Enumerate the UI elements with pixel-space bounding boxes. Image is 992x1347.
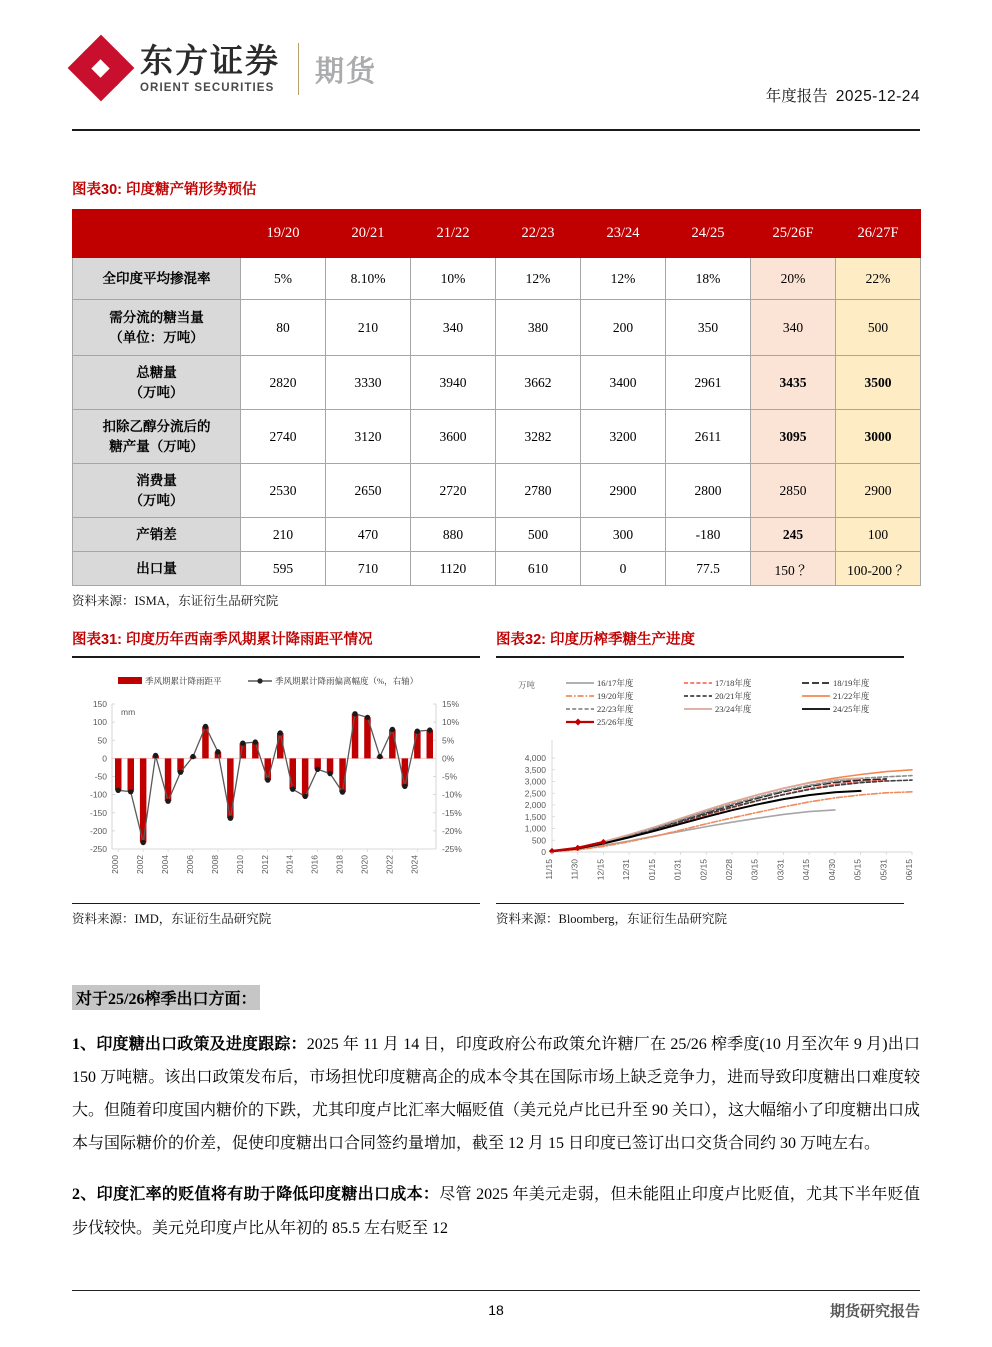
axis-tick-label: 2000	[110, 854, 121, 874]
axis-tick-label: 03/31	[775, 858, 786, 881]
cell-forecast: 100	[836, 518, 921, 552]
axis-tick-label: 2024	[409, 854, 420, 874]
axis-tick-label: -150	[89, 807, 107, 818]
cell: 3330	[326, 356, 411, 410]
cell: 2530	[241, 464, 326, 518]
axis-tick-label: 18/19年度	[833, 678, 870, 688]
cell: 2961	[666, 356, 751, 410]
axis-tick-label: 500	[531, 835, 546, 846]
axis-tick-label: 季风期累计降雨距平	[145, 676, 222, 686]
row-label-consumption	[73, 464, 241, 518]
cell: 2900	[581, 464, 666, 518]
axis-tick-label: 01/31	[672, 859, 683, 881]
exhibit-32-title: 图表32: 印度历榨季糖生产进度	[496, 632, 695, 648]
row-label-line1: 总糖量	[136, 364, 177, 380]
bar	[115, 758, 122, 790]
exhibit-32	[496, 628, 914, 927]
data-point	[165, 799, 170, 804]
axis-tick-label: -250	[89, 844, 107, 854]
row-label-total-sugar	[73, 356, 241, 410]
col-header-1: 19/20	[241, 210, 326, 258]
cell: 2720	[411, 464, 496, 518]
data-point	[315, 767, 320, 772]
bar	[427, 730, 434, 758]
axis-tick-label: 21/22年度	[833, 691, 870, 701]
data-point	[215, 749, 220, 754]
data-point	[116, 788, 121, 793]
cell: 77.5	[666, 552, 751, 586]
row-label-blend-rate: 全印度平均掺混率	[73, 258, 241, 300]
axis-tick-label: -200	[89, 825, 107, 836]
axis-tick-label: 12/31	[621, 858, 632, 881]
axis-tick-label: 06/15	[904, 859, 914, 881]
exhibit-31	[72, 628, 480, 927]
axis-tick-label: -15%	[442, 807, 462, 818]
sugar-production-progress-chart	[496, 664, 920, 909]
cell-forecast: 3435	[751, 356, 836, 410]
cell-forecast: 500	[836, 300, 921, 356]
series-22/23年度	[552, 776, 912, 852]
cell: 12%	[496, 258, 581, 300]
axis-tick-label: 5%	[442, 735, 455, 746]
cell: 380	[496, 300, 581, 356]
col-header-4: 22/23	[496, 210, 581, 258]
axis-tick-label: 05/15	[852, 859, 863, 881]
table-row	[73, 300, 921, 356]
row-label-line2: （单位：万吨）	[109, 329, 204, 345]
data-point	[265, 777, 270, 782]
line-series-group	[549, 770, 912, 855]
col-header-8: 26/27F	[836, 210, 921, 258]
cell: 0	[581, 552, 666, 586]
logo-divider	[298, 43, 299, 95]
col-header-2: 20/21	[326, 210, 411, 258]
exhibit-31-divider	[72, 656, 480, 658]
exhibit-30	[72, 178, 920, 609]
data-point	[303, 794, 308, 799]
row-label-net-sugar-output	[73, 410, 241, 464]
cell: 200	[581, 300, 666, 356]
cell: 610	[496, 552, 581, 586]
cell: 350	[666, 300, 751, 356]
axis-tick-label: 1,000	[524, 823, 546, 834]
data-point	[253, 739, 258, 744]
legend-marker	[575, 719, 582, 726]
cell: 595	[241, 552, 326, 586]
cell: 18%	[666, 258, 751, 300]
axis-tick-label: 2016	[309, 854, 320, 874]
row-label-diverted-sugar	[73, 300, 241, 356]
exhibit-32-divider	[496, 656, 904, 658]
data-point	[228, 816, 233, 821]
paragraph-2-lead: 2、印度汇率的贬值将有助于降低印度糖出口成本：	[72, 1186, 440, 1204]
axis-tick-label: 2014	[284, 855, 295, 874]
cell: 10%	[411, 258, 496, 300]
axis-tick-label: 17/18年度	[715, 678, 752, 688]
bar	[414, 731, 421, 758]
section-heading: 对于25/26榨季出口方面：	[72, 985, 260, 1010]
paragraph-1-text: 2025 年 11 月 14 日，印度政府公布政策允许糖厂在 25/26 榨季度(10 月至次年 9 月)出口 150 万吨糖。该出口政策发布后，市场担忧印度糖高企的成本令其在国际市场上缺乏竞争力，进而导致印度糖出口难度较大。但随着印度国内糖价的下跌，尤其印度卢比汇率大幅贬值（美元兑卢比已升至 90 关口），这大幅缩小了印度糖出口成本与国际糖价的价差，促使印度糖出口合同签约量增加，截至 12 月 15 日印度已签订出口交货合同约 30 万吨左右。	[72, 1036, 921, 1153]
data-point	[141, 840, 146, 845]
cell-forecast: 100-200 ？	[836, 552, 921, 586]
data-point	[415, 729, 420, 734]
cell: 3940	[411, 356, 496, 410]
cell: 2780	[496, 464, 581, 518]
axis-tick-label: 3,000	[524, 776, 546, 787]
data-point	[327, 771, 332, 776]
axis-tick-label: 2006	[185, 855, 195, 874]
data-point	[190, 754, 195, 759]
cell: 12%	[581, 258, 666, 300]
axis-tick-label: 04/30	[826, 859, 837, 881]
bar	[128, 758, 135, 791]
data-point	[178, 770, 183, 775]
axis-tick-label: 100	[92, 717, 107, 728]
col-header-3: 21/22	[411, 210, 496, 258]
cell: 5%	[241, 258, 326, 300]
col-header-6: 24/25	[666, 210, 751, 258]
row-label-line2: （万吨）	[129, 384, 184, 400]
axis-tick-label: 19/20年度	[597, 691, 634, 701]
cell: 3120	[326, 410, 411, 464]
axis-tick-label: -5%	[442, 771, 458, 782]
table-row	[73, 464, 921, 518]
cell-forecast: 22%	[836, 258, 921, 300]
cell-forecast: 245	[751, 518, 836, 552]
axis-tick-label: 12/15	[595, 858, 606, 881]
cell: 880	[411, 518, 496, 552]
axis-tick-label: 4,000	[524, 753, 546, 763]
axis-tick-label: 04/15	[801, 858, 812, 881]
axis-tick-label: 0	[102, 753, 107, 764]
cell: 340	[411, 300, 496, 356]
axis-tick-label: 3,500	[524, 764, 546, 775]
axis-tick-label: 2,500	[524, 788, 546, 799]
axis-tick-label: 11/30	[569, 858, 580, 880]
cell-forecast: 3000	[836, 410, 921, 464]
axis-tick-label: 11/15	[544, 859, 554, 880]
row-label-line1: 需分流的糖当量	[109, 309, 204, 325]
data-point	[278, 730, 283, 735]
axis-tick-label: 万吨	[518, 680, 536, 690]
cell: 2820	[241, 356, 326, 410]
axis-tick-label: 1,500	[524, 811, 546, 822]
cell-forecast: 340	[751, 300, 836, 356]
sugar-supply-table	[72, 209, 921, 586]
data-point	[390, 727, 395, 732]
cell: 3600	[411, 410, 496, 464]
axis-tick-label: 2,000	[524, 800, 546, 810]
axis-tick-label: 03/15	[749, 858, 760, 881]
data-point	[240, 741, 245, 746]
cell: 710	[326, 552, 411, 586]
doc-date-label: 2025-12-24	[835, 88, 920, 105]
footer-label: 期货研究报告	[829, 1303, 920, 1320]
col-header-5: 23/24	[581, 210, 666, 258]
data-point	[128, 789, 133, 794]
cell: 2740	[241, 410, 326, 464]
exhibit-30-source: 资料来源：ISMA，东证衍生品研究院	[72, 594, 279, 608]
cell: 2611	[666, 410, 751, 464]
axis-tick-label: 23/24年度	[715, 704, 752, 714]
chart-legend	[566, 678, 870, 727]
col-header-7: 25/26F	[751, 210, 836, 258]
axis-tick-label: -25%	[442, 844, 462, 854]
exhibit-31-title: 图表31: 印度历年西南季风期累计降雨距平情况	[72, 632, 373, 648]
axis-tick-label: 15%	[442, 699, 460, 709]
cell: 8.10%	[326, 258, 411, 300]
axis-tick-label: -100	[89, 789, 107, 800]
table-row	[73, 356, 921, 410]
cell: -180	[666, 518, 751, 552]
axis-tick-label: 2004	[160, 855, 171, 874]
cell-forecast: 2850	[751, 464, 836, 518]
cell-forecast: 2900	[836, 464, 921, 518]
axis-tick-label: 22/23年度	[597, 704, 634, 714]
axis-tick-label: 05/31	[878, 859, 889, 881]
brand-logo	[72, 40, 377, 98]
cell: 80	[241, 300, 326, 356]
cell: 3662	[496, 356, 581, 410]
paragraph-2-text: 尽管 2025 年美元走弱，但未能阻止印度卢比贬值，尤其下半年贬值步伐较快。美元兑印度卢比从年初的 85.5 左右贬至 12	[72, 1186, 920, 1237]
table-row	[73, 552, 921, 586]
cell: 3400	[581, 356, 666, 410]
row-label-line2: 糖产量（万吨）	[109, 438, 204, 454]
paragraph-1-lead: 1、印度糖出口政策及进度跟踪：	[72, 1036, 307, 1053]
axis-tick-label: 25/26年度	[597, 717, 634, 727]
data-point	[402, 784, 407, 789]
data-point	[427, 727, 432, 732]
axis-tick-label: 50	[97, 735, 107, 746]
axis-tick-label: -50	[94, 771, 107, 782]
orient-securities-logo-icon	[72, 40, 130, 98]
bar	[352, 714, 359, 759]
rainfall-anomaly-chart	[72, 664, 480, 909]
table-row	[73, 258, 921, 300]
cell: 210	[326, 300, 411, 356]
axis-tick-label: 2022	[384, 855, 395, 874]
body-content	[72, 985, 920, 1245]
table-row	[73, 410, 921, 464]
cell: 470	[326, 518, 411, 552]
brand-subbrand: 期货	[315, 55, 378, 88]
table-row	[73, 518, 921, 552]
axis-tick-label: 01/15	[646, 859, 657, 881]
bar-series	[115, 714, 433, 843]
axis-tick-label: 2010	[234, 854, 245, 874]
data-point	[153, 753, 158, 758]
axis-tick-label: 季风期累计降雨偏离幅度（%，右轴）	[275, 676, 419, 686]
axis-tick-label: -20%	[442, 825, 462, 836]
brand-name-cn: 东方证券	[140, 42, 280, 80]
data-point	[290, 787, 295, 792]
axis-tick-label: 2008	[209, 854, 220, 874]
cell-forecast: 3095	[751, 410, 836, 464]
exhibit-32-chart	[496, 664, 914, 909]
cell: 1120	[411, 552, 496, 586]
axis-tick-label: 150	[92, 699, 107, 709]
cell: 2650	[326, 464, 411, 518]
header-divider	[72, 129, 920, 131]
axis-tick-label: 2002	[135, 855, 146, 874]
data-point	[365, 715, 370, 720]
cell: 3282	[496, 410, 581, 464]
axis-tick-label: 02/15	[698, 859, 709, 881]
brand-name-en: ORIENT SECURITIES	[140, 81, 275, 94]
cell-forecast: 150 ？	[751, 552, 836, 586]
axis-tick-label: 2018	[334, 854, 345, 874]
exhibit-32-source: 资料来源：Bloomberg，东证衍生品研究院	[496, 912, 728, 926]
doc-type-label: 年度报告	[765, 88, 828, 105]
cell-forecast: 3500	[836, 356, 921, 410]
cell: 2800	[666, 464, 751, 518]
cell: 210	[241, 518, 326, 552]
table-header-row	[73, 210, 921, 258]
axis-tick-label: 24/25年度	[833, 704, 870, 714]
axis-tick-label: 0	[541, 847, 546, 857]
axis-tick-label: -10%	[442, 789, 462, 800]
bar	[290, 758, 297, 789]
data-point	[340, 789, 345, 794]
chart-legend	[118, 676, 418, 687]
data-point	[203, 724, 208, 729]
row-label-line2: （万吨）	[129, 492, 184, 508]
legend-swatch-marker	[257, 678, 262, 683]
cell: 300	[581, 518, 666, 552]
legend-swatch-bar	[118, 677, 142, 684]
footer-divider	[72, 1290, 920, 1291]
axis-tick-label: 20/21年度	[715, 691, 752, 701]
row-label-line1: 消费量	[136, 472, 177, 488]
axis-tick-label: 16/17年度	[597, 678, 634, 688]
cell-forecast: 20%	[751, 258, 836, 300]
data-point	[352, 711, 357, 716]
axis-tick-label: 2020	[359, 855, 370, 874]
cell: 500	[496, 518, 581, 552]
bar	[402, 758, 409, 786]
axis-tick-label: 2012	[259, 855, 270, 874]
paragraph-1	[72, 1028, 920, 1160]
exhibit-31-chart	[72, 664, 480, 909]
page-number: 18	[488, 1302, 504, 1318]
header-doc-info	[766, 84, 920, 106]
cell: 3200	[581, 410, 666, 464]
row-label-surplus: 产销差	[73, 518, 241, 552]
axis-tick-label: mm	[121, 707, 136, 717]
page-header	[0, 0, 992, 120]
data-point	[377, 754, 382, 759]
exhibit-30-title: 图表30: 印度糖产销形势预估	[72, 182, 257, 198]
axis-tick-label: 02/28	[724, 859, 734, 881]
col-header-0	[73, 210, 241, 258]
axis-tick-label: 10%	[442, 717, 460, 728]
row-label-exports: 出口量	[73, 552, 241, 586]
row-label-line1: 扣除乙醇分流后的	[102, 418, 211, 434]
exhibit-31-source: 资料来源：IMD，东证衍生品研究院	[72, 912, 272, 926]
line-markers	[116, 711, 433, 845]
paragraph-2	[72, 1178, 920, 1244]
axis-tick-label: 0%	[442, 753, 455, 764]
